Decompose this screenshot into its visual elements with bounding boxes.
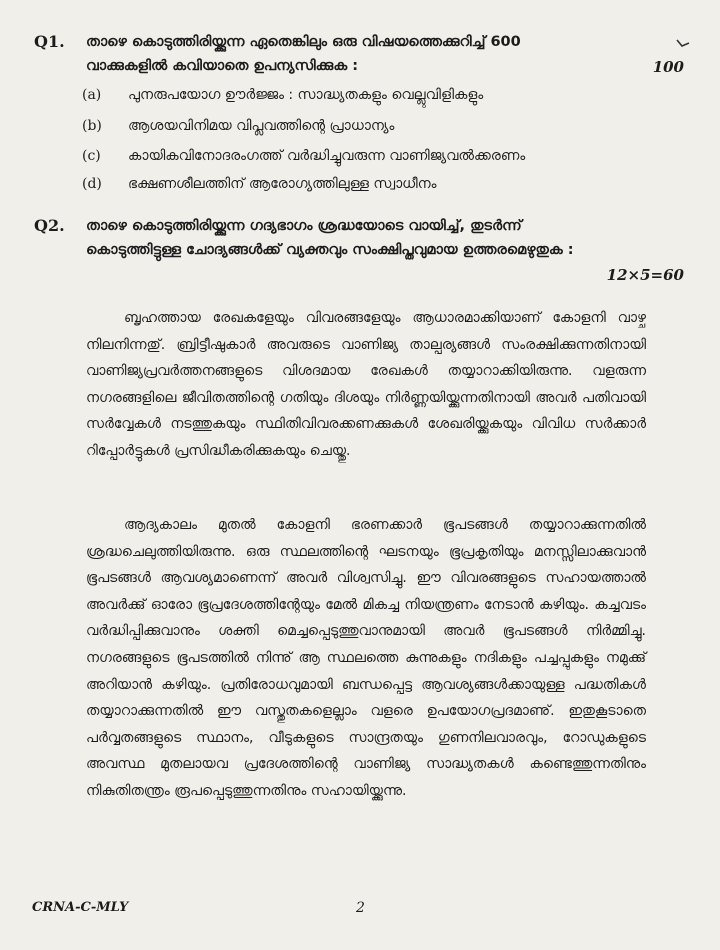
paragraph-text: ബൃഹത്തായ രേഖകളേയും വിവരങ്ങളേയും ആധാരമാക്കിയാണ് കോളനി വാഴ്ച നിലനിന്നതു്. ബ്രിട്ടീഷുകാർ അവരുടെ വാണിജ്യ താല്പര്യങ്ങൾ സംരക്ഷിക്കുന്നതിനായി വാണിജ്യപ്രവർത്തനങ്ങളുടെ വിശദമായ രേഖകൾ തയ്യാറാക്കിയിരുന്നു. വളരുന്ന നഗരങ്ങളിലെ ജീവിതത്തിന്റെ ഗതിയും ദിശയും നിർണ്ണയിയ്ക്കുന്നതിനായി അവർ പതിവായി സർവ്വേകൾ നടത്തുകയും സ്ഥിതിവിവരക്കണക്കുകൾ ശേഖരിയ്ക്കുകയും വിവിധ സർക്കാർ റിപ്പോർട്ടുകൾ പ്രസിദ്ധീകരിക്കുകയും ചെയ്തു. xyxy=(86,310,646,459)
q1-option-d xyxy=(82,176,437,192)
pen-mark-icon xyxy=(676,38,690,48)
option-text: ആശയവിനിമയ വിപ്ലവത്തിന്റെ പ്രാധാന്യം xyxy=(128,118,395,134)
paragraph-text: ആദ്യകാലം മുതൽ കോളനി ഭരണക്കാർ ഭൂപടങ്ങൾ തയ്യാറാക്കുന്നതിൽ ശ്രദ്ധചെലുത്തിയിരുന്നു. ഒരു സ്ഥലത്തിന്റെ ഘടനയും ഭൂപ്രകൃതിയും മനസ്സിലാക്കുവാൻ ഭൂപടങ്ങൾ ആവശ്യമാണെന്ന് അവർ വിശ്വസിച്ചു. ഈ വിവരങ്ങളുടെ സഹായത്താൽ അവർക്കു് ഓരോ ഭൂപ്രദേശത്തിന്റേയും മേൽ മികച്ച നിയന്ത്രണം നേടാൻ കഴിയും. കച്ചവടം വർദ്ധിപ്പിക്കുവാനും ശക്തി മെച്ചപ്പെടുത്തുവാനുമായി അവർ ഭൂപടങ്ങൾ നിർമ്മിച്ചു. നഗരങ്ങളുടെ ഭൂപടത്തിൽ നിന്നു് ആ സ്ഥലത്തെ കുന്നുകളും നദികളും പച്ചപ്പുകളും നമുക്കു് അറിയാൻ കഴിയും. പ്രതിരോധവുമായി ബന്ധപ്പെട്ട ആവശ്യങ്ങൾക്കായുള്ള പദ്ധതികൾ തയ്യാറാക്കുന്നതിൽ ഈ വസ്തുതകളെല്ലാം വളരെ ഉപയോഗപ്രദമാണു്. ഇതുകൂടാതെ പർവ്വതങ്ങളുടെ സ്ഥാനം, വീടുകളുടെ സാന്ദ്രതയും ഗുണനിലവാരവും, റോഡുകളുടെ അവസ്ഥ മുതലായവ പ്രദേശത്തിന്റെ വാണിജ്യ സാദ്ധ്യതകൾ കണ്ടെത്തുന്നതിനും നികുതിതന്ത്രം രൂപപ്പെടുത്തുന്നതിനും സഹായിയ്ക്കുന്നു. xyxy=(86,517,646,799)
q1-marks: 100 xyxy=(652,58,684,76)
q2-instruction: താഴെ കൊടുത്തിരിയ്ക്കുന്ന ഗദ്യഭാഗം ശ്രദ്ധയോടെ വായിച്ച്, തുടർന്ന് കൊടുത്തിട്ടുള്ള ചോദ്യങ്ങൾക്ക് വ്യക്തവും സംക്ഷിപ്തവുമായ ഉത്തരമെഴുതുക : xyxy=(86,218,574,258)
q1-option-c xyxy=(82,148,525,164)
option-letter: (b) xyxy=(82,118,102,134)
q2-marks: 12×5=60 xyxy=(606,266,684,284)
q1-option-a xyxy=(82,87,483,103)
option-text: ഭക്ഷണശീലത്തിന് ആരോഗ്യത്തിലുള്ള സ്വാധീനം xyxy=(128,176,437,192)
option-text: പുനരുപയോഗ ഊർജ്ജം : സാദ്ധ്യതകളും വെല്ലുവിളികളും xyxy=(128,87,484,103)
option-letter: (c) xyxy=(82,148,101,164)
paper-code: CRNA-C-MLY xyxy=(32,900,129,915)
passage-paragraph-1 xyxy=(86,305,646,465)
page-number: 2 xyxy=(356,900,365,916)
q1-instruction: താഴെ കൊടുത്തിരിയ്ക്കുന്ന ഏതെങ്കിലും ഒരു വിഷയത്തെക്കുറിച്ച് 600 വാക്കുകളിൽ കവിയാതെ ഉപന്യസിക്കുക : xyxy=(86,34,521,74)
q2-label: Q2. xyxy=(34,216,65,235)
passage-paragraph-2 xyxy=(86,512,646,805)
option-letter: (a) xyxy=(82,87,102,103)
option-text: കായികവിനോദരംഗത്ത് വർദ്ധിച്ചുവരുന്ന വാണിജ്യവൽക്കരണം xyxy=(128,148,526,164)
q1-option-b xyxy=(82,118,394,134)
q1-label: Q1. xyxy=(34,32,65,51)
option-letter: (d) xyxy=(82,176,102,192)
